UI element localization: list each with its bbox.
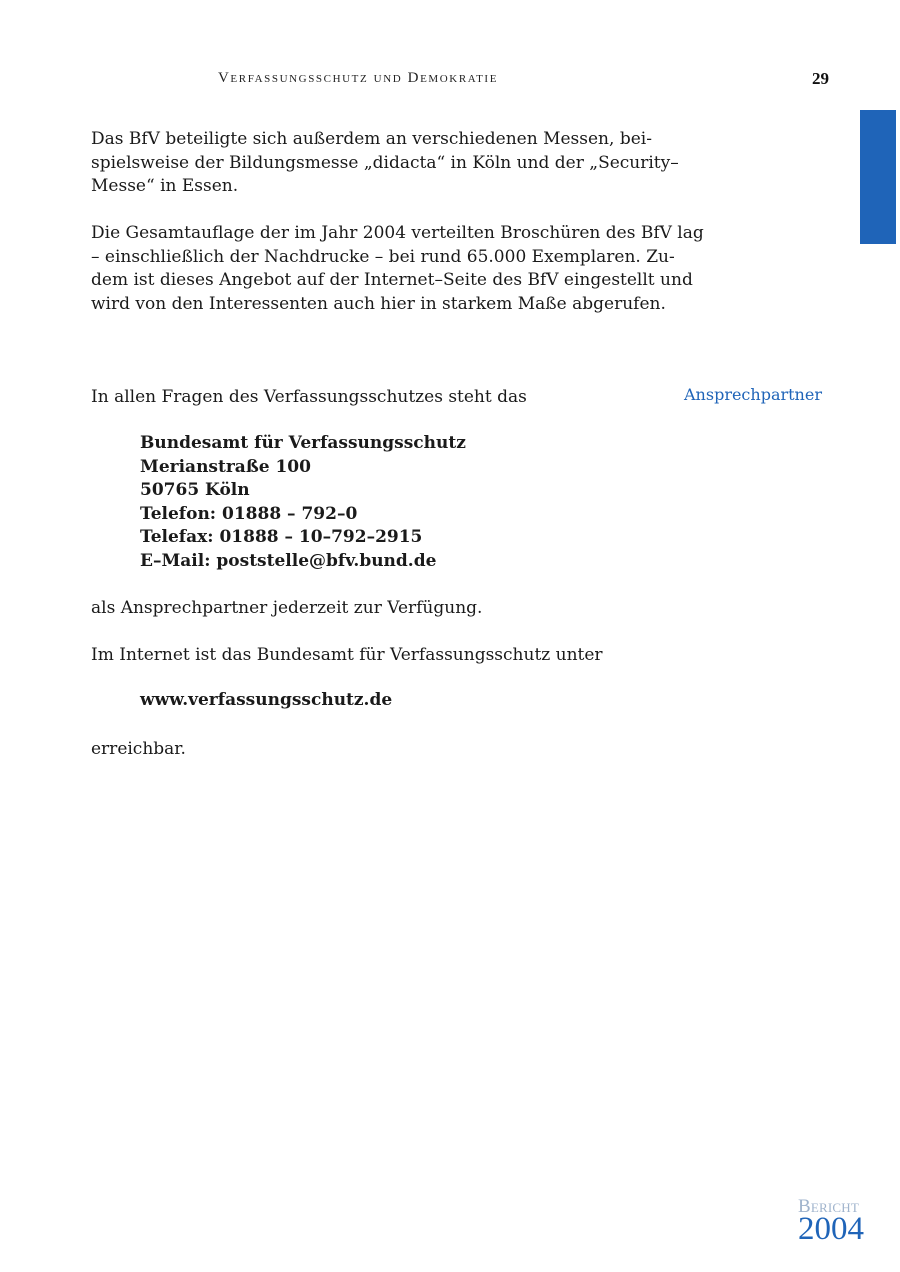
margin-note-ansprechpartner: Ansprechpartner: [684, 385, 822, 404]
paragraph-intro-contact: In allen Fragen des Verfassungsschutzes steht das: [91, 387, 527, 407]
address-block: [140, 432, 466, 573]
report-logo-label: Bericht: [798, 1196, 860, 1217]
address-city: 50765 Köln: [140, 480, 250, 500]
phone-label: Telefon:: [140, 503, 217, 524]
paragraph-line: Das BfV beteiligte sich außerdem an verschiedenen Messen, bei-: [91, 129, 652, 149]
paragraph-broschueren: [91, 222, 704, 316]
paragraph-reachable: erreichbar.: [91, 739, 186, 759]
website-address: www.verfassungsschutz.de: [140, 690, 393, 710]
fax-value: 01888 – 10–792–2915: [219, 527, 423, 547]
phone-row: [140, 503, 466, 527]
email-row: [140, 550, 466, 574]
paragraph-line: Die Gesamtauflage der im Jahr 2004 verteilten Broschüren des BfV lag: [91, 223, 704, 243]
paragraph-line: spielsweise der Bildungsmesse „didacta“ in Köln und der „Security–: [91, 152, 679, 173]
chapter-tab-marker: [860, 110, 896, 244]
paragraph-line: Messe“ in Essen.: [91, 176, 239, 196]
email-label: E–Mail:: [140, 550, 211, 571]
report-logo: [798, 1196, 870, 1247]
email-value: poststelle@bfv.bund.de: [216, 550, 437, 571]
paragraph-availability: als Ansprechpartner jederzeit zur Verfügung.: [91, 598, 483, 618]
report-logo-year: 2004: [798, 1211, 864, 1247]
running-header: Verfassungsschutz und Demokratie: [218, 70, 499, 86]
paragraph-internet: Im Internet ist das Bundesamt für Verfassungsschutz unter: [91, 645, 603, 665]
paragraph-line: – einschließlich der Nachdrucke – bei rund 65.000 Exemplaren. Zu-: [91, 246, 675, 267]
paragraph-line: dem ist dieses Angebot auf der Internet–Seite des BfV eingestellt und: [91, 270, 693, 290]
fax-row: [140, 526, 466, 550]
paragraph-messen: [91, 128, 679, 199]
page-number: 29: [812, 69, 829, 88]
fax-label: Telefax:: [140, 527, 214, 547]
paragraph-line: wird von den Interessenten auch hier in starkem Maße abgerufen.: [91, 293, 666, 314]
address-name: Bundesamt für Verfassungsschutz: [140, 433, 466, 453]
address-street: Merianstraße 100: [140, 456, 311, 477]
phone-value: 01888 – 792–0: [222, 503, 358, 524]
